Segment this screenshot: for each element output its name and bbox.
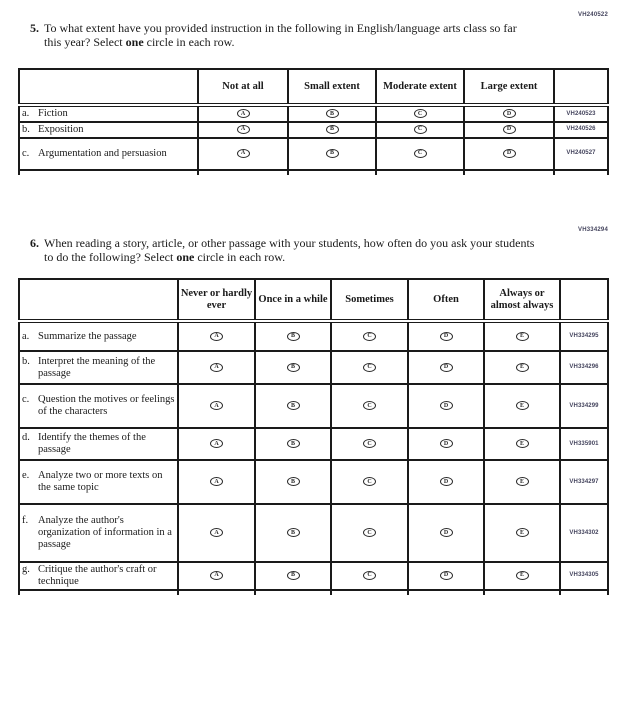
circle-letter: A xyxy=(214,364,219,371)
answer-circle[interactable] xyxy=(210,571,223,580)
question-6-prefix: When reading a story, article, or other passage with your students, how often do you ask your students to do the following? Select xyxy=(44,236,535,265)
question-6-text xyxy=(44,236,535,264)
row-label-text: Exposition xyxy=(38,123,84,135)
row-code: VH240526 xyxy=(554,122,608,138)
circle-letter: A xyxy=(240,150,246,157)
circle-letter: E xyxy=(519,364,524,371)
row-letter: a. xyxy=(22,330,30,342)
row-letter: b. xyxy=(22,123,30,135)
answer-circle[interactable] xyxy=(516,571,529,580)
circle-letter: C xyxy=(367,478,372,485)
row-label-analyze-texts xyxy=(19,460,178,504)
circle-letter: D xyxy=(443,364,449,371)
row-letter: a. xyxy=(22,108,30,119)
circle-letter: D xyxy=(506,126,512,133)
answer-circle[interactable] xyxy=(414,109,427,118)
circle-letter: A xyxy=(214,478,219,485)
answer-circle[interactable] xyxy=(516,439,529,448)
circle-letter: A xyxy=(240,110,246,117)
circle-letter: C xyxy=(367,402,372,409)
answer-circle[interactable] xyxy=(326,109,339,118)
answer-circle[interactable] xyxy=(516,363,529,372)
row-code: VH334295 xyxy=(560,321,608,351)
circle-letter: B xyxy=(290,478,295,485)
circle-letter: B xyxy=(329,126,334,133)
answer-circle[interactable] xyxy=(503,109,516,118)
header-empty xyxy=(19,69,198,105)
row-label-text: Critique the author's craft or technique xyxy=(38,564,157,587)
circle-letter: A xyxy=(214,572,219,579)
row-label-text: Identify the themes of the passage xyxy=(38,432,146,455)
table-row xyxy=(19,138,608,170)
answer-circle[interactable] xyxy=(287,528,300,537)
circle-letter: E xyxy=(519,478,524,485)
row-label-text: Argumentation and persuasion xyxy=(38,147,167,159)
circle-letter: A xyxy=(240,126,246,133)
row-label-fiction xyxy=(19,105,198,122)
circle-letter: E xyxy=(519,529,524,536)
table-row xyxy=(19,351,608,384)
answer-circle[interactable] xyxy=(363,571,376,580)
table-bottom-stub xyxy=(19,170,608,175)
circle-letter: A xyxy=(214,333,219,340)
answer-circle[interactable] xyxy=(516,477,529,486)
answer-circle[interactable] xyxy=(440,363,453,372)
circle-letter: B xyxy=(290,529,295,536)
row-letter: d. xyxy=(22,432,30,444)
circle-letter: E xyxy=(519,572,524,579)
table-header-row xyxy=(19,279,608,321)
row-label-question-motives xyxy=(19,384,178,428)
circle-letter: B xyxy=(290,440,295,447)
answer-circle[interactable] xyxy=(210,332,223,341)
answer-circle[interactable] xyxy=(440,528,453,537)
column-header-moderate-extent: Moderate extent xyxy=(376,69,464,105)
question-5-bold: one xyxy=(125,35,144,50)
question-5-number: 5. xyxy=(30,21,39,35)
row-code: VH335901 xyxy=(560,428,608,460)
row-label-text: Analyze two or more texts on the same topic xyxy=(38,470,163,493)
answer-circle[interactable] xyxy=(287,401,300,410)
row-label-text: Interpret the meaning of the passage xyxy=(38,355,156,379)
header-code-empty xyxy=(560,279,608,321)
answer-circle[interactable] xyxy=(516,401,529,410)
row-letter: c. xyxy=(22,147,30,159)
row-label-text: Analyze the author's organization of information in a passage xyxy=(38,515,172,550)
row-label-text: Summarize the passage xyxy=(38,330,137,342)
circle-letter: D xyxy=(443,440,449,447)
answer-circle[interactable] xyxy=(363,477,376,486)
row-label-analyze-organization xyxy=(19,504,178,562)
circle-letter: B xyxy=(329,110,334,117)
circle-letter: D xyxy=(506,110,512,117)
question-6-bold: one xyxy=(176,250,195,265)
answer-circle[interactable] xyxy=(440,332,453,341)
question-5-text xyxy=(44,21,535,49)
answer-circle[interactable] xyxy=(516,332,529,341)
column-header-never: Never or hardly ever xyxy=(178,279,255,321)
answer-circle[interactable] xyxy=(237,125,250,134)
circle-letter: A xyxy=(214,529,219,536)
header-code-empty xyxy=(554,69,608,105)
table-row xyxy=(19,562,608,590)
answer-circle[interactable] xyxy=(363,332,376,341)
header-empty xyxy=(19,279,178,321)
row-code: VH334296 xyxy=(560,351,608,384)
circle-letter: C xyxy=(417,150,423,157)
answer-circle[interactable] xyxy=(503,125,516,134)
answer-circle[interactable] xyxy=(326,149,339,158)
table-row xyxy=(19,460,608,504)
question-6 xyxy=(30,236,535,264)
circle-letter: C xyxy=(367,572,372,579)
row-label-identify-themes xyxy=(19,428,178,460)
circle-letter: A xyxy=(214,402,219,409)
row-code: VH334302 xyxy=(560,504,608,562)
answer-circle[interactable] xyxy=(210,528,223,537)
answer-circle[interactable] xyxy=(210,363,223,372)
circle-letter: C xyxy=(367,529,372,536)
answer-circle[interactable] xyxy=(237,109,250,118)
column-header-often: Often xyxy=(408,279,484,321)
circle-letter: D xyxy=(443,402,449,409)
circle-letter: B xyxy=(290,333,295,340)
question-5-table xyxy=(18,68,609,175)
table-row xyxy=(19,105,608,122)
question-6-number: 6. xyxy=(30,236,39,250)
answer-circle[interactable] xyxy=(414,149,427,158)
answer-circle[interactable] xyxy=(237,149,250,158)
circle-letter: C xyxy=(417,110,423,117)
table-row xyxy=(19,384,608,428)
answer-circle[interactable] xyxy=(287,439,300,448)
row-label-summarize xyxy=(19,321,178,351)
table-header-row xyxy=(19,69,608,105)
row-label-argumentation xyxy=(19,138,198,170)
row-code: VH240527 xyxy=(554,138,608,170)
column-header-small-extent: Small extent xyxy=(288,69,376,105)
answer-circle[interactable] xyxy=(440,477,453,486)
table-bottom-stub xyxy=(19,590,608,595)
circle-letter: E xyxy=(519,402,524,409)
answer-circle[interactable] xyxy=(503,149,516,158)
row-label-text: Question the motives or feelings of the characters xyxy=(38,394,175,417)
answer-circle[interactable] xyxy=(363,363,376,372)
row-code: VH334299 xyxy=(560,384,608,428)
answer-circle[interactable] xyxy=(363,439,376,448)
row-label-interpret xyxy=(19,351,178,384)
row-letter: f. xyxy=(22,515,29,527)
question-5-prefix: To what extent have you provided instruction in the following in English/language arts class so far this year? Select xyxy=(44,21,517,50)
question-6-table xyxy=(18,278,609,595)
row-letter: b. xyxy=(22,355,30,367)
row-label-critique xyxy=(19,562,178,590)
row-letter: g. xyxy=(22,564,30,575)
question-5-code: VH240522 xyxy=(578,12,608,18)
row-code: VH334297 xyxy=(560,460,608,504)
answer-circle[interactable] xyxy=(516,528,529,537)
row-label-exposition xyxy=(19,122,198,138)
table-row xyxy=(19,428,608,460)
circle-letter: C xyxy=(367,440,372,447)
answer-circle[interactable] xyxy=(363,401,376,410)
column-header-not-at-all: Not at all xyxy=(198,69,288,105)
circle-letter: C xyxy=(367,333,372,340)
column-header-sometimes: Sometimes xyxy=(331,279,408,321)
row-code: VH334305 xyxy=(560,562,608,590)
answer-circle[interactable] xyxy=(210,477,223,486)
question-5-suffix: circle in each row. xyxy=(143,35,235,50)
table-row xyxy=(19,321,608,351)
answer-circle[interactable] xyxy=(210,401,223,410)
circle-letter: C xyxy=(367,364,372,371)
answer-circle[interactable] xyxy=(414,125,427,134)
answer-circle[interactable] xyxy=(326,125,339,134)
answer-circle[interactable] xyxy=(363,528,376,537)
question-6-code: VH334294 xyxy=(578,227,608,233)
row-letter: c. xyxy=(22,394,30,406)
row-code: VH240523 xyxy=(554,105,608,122)
circle-letter: B xyxy=(290,364,295,371)
answer-circle[interactable] xyxy=(287,477,300,486)
circle-letter: E xyxy=(519,333,524,340)
answer-circle[interactable] xyxy=(210,439,223,448)
question-5 xyxy=(30,21,535,49)
table-row xyxy=(19,122,608,138)
column-header-always: Always or almost always xyxy=(484,279,560,321)
column-header-once-in-a-while: Once in a while xyxy=(255,279,331,321)
column-header-large-extent: Large extent xyxy=(464,69,554,105)
table-row xyxy=(19,504,608,562)
circle-letter: D xyxy=(443,529,449,536)
answer-circle[interactable] xyxy=(440,401,453,410)
circle-letter: C xyxy=(417,126,423,133)
circle-letter: D xyxy=(443,478,449,485)
answer-circle[interactable] xyxy=(440,439,453,448)
question-6-suffix: circle in each row. xyxy=(194,250,286,265)
circle-letter: A xyxy=(214,440,219,447)
circle-letter: B xyxy=(329,150,334,157)
circle-letter: D xyxy=(506,150,512,157)
row-letter: e. xyxy=(22,470,30,482)
circle-letter: B xyxy=(290,402,295,409)
circle-letter: D xyxy=(443,572,449,579)
answer-circle[interactable] xyxy=(287,571,300,580)
circle-letter: D xyxy=(443,333,449,340)
answer-circle[interactable] xyxy=(287,363,300,372)
row-label-text: Fiction xyxy=(38,108,68,119)
circle-letter: B xyxy=(290,572,295,579)
answer-circle[interactable] xyxy=(287,332,300,341)
circle-letter: E xyxy=(519,440,524,447)
answer-circle[interactable] xyxy=(440,571,453,580)
